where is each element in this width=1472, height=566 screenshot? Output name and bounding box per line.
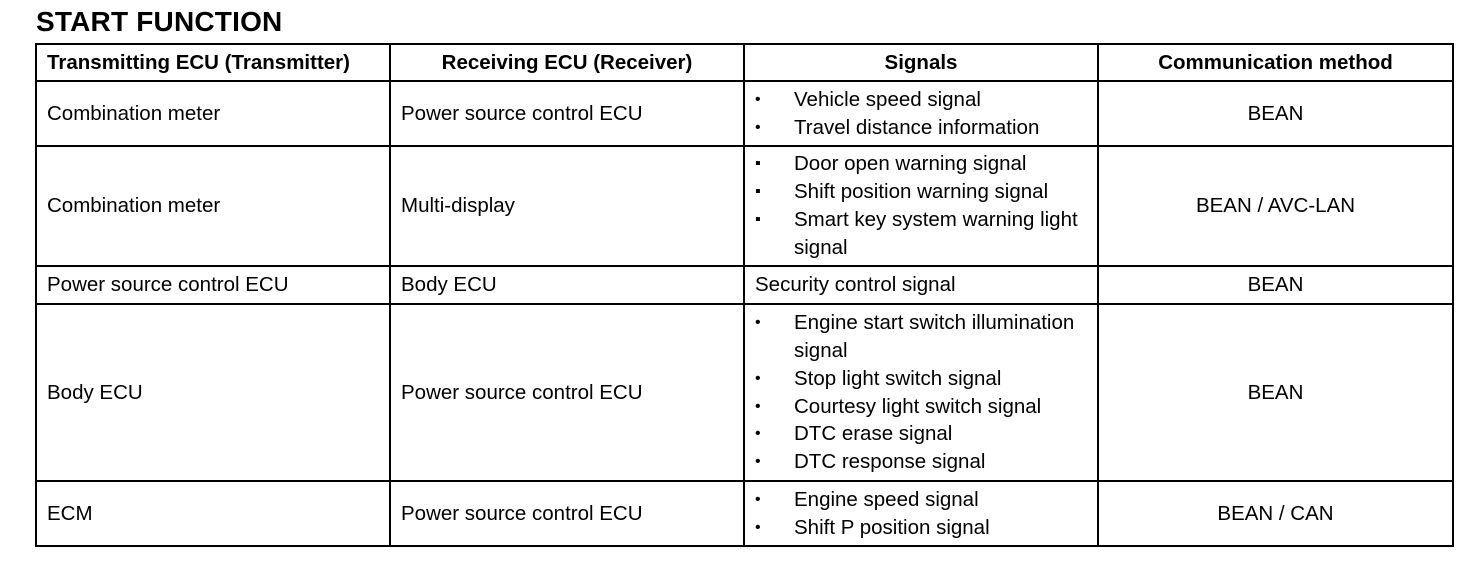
signal-item: • Engine speed signal xyxy=(755,486,1087,514)
header-transmitter: Transmitting ECU (Transmitter) xyxy=(36,44,390,81)
signal-item: • Courtesy light switch signal xyxy=(755,393,1087,421)
signal-item: ▪ Shift position warning signal xyxy=(755,178,1087,206)
bullet-icon: • xyxy=(755,118,761,136)
signal-item: • Vehicle speed signal xyxy=(755,86,1087,114)
receiver-cell: Power source control ECU xyxy=(390,481,744,546)
method-cell: BEAN xyxy=(1098,266,1453,304)
signals-cell xyxy=(744,304,1098,481)
bullet-icon: ▪ xyxy=(755,155,761,173)
bullet-icon: • xyxy=(755,314,761,332)
signal-list xyxy=(755,309,1087,476)
signal-item: • Travel distance information xyxy=(755,114,1087,142)
transmitter-cell: Power source control ECU xyxy=(36,266,390,304)
table-row xyxy=(36,146,1453,266)
header-signals: Signals xyxy=(744,44,1098,81)
header-receiver: Receiving ECU (Receiver) xyxy=(390,44,744,81)
signals-cell xyxy=(744,81,1098,146)
signals-cell: Security control signal xyxy=(744,266,1098,304)
transmitter-cell: ECM xyxy=(36,481,390,546)
header-method: Communication method xyxy=(1098,44,1453,81)
bullet-icon: • xyxy=(755,490,761,508)
receiver-cell: Power source control ECU xyxy=(390,81,744,146)
bullet-icon: • xyxy=(755,518,761,536)
signals-cell xyxy=(744,146,1098,266)
signal-item: • Shift P position signal xyxy=(755,514,1087,542)
method-cell: BEAN xyxy=(1098,304,1453,481)
method-cell: BEAN / CAN xyxy=(1098,481,1453,546)
table-row xyxy=(36,266,1453,304)
receiver-cell: Body ECU xyxy=(390,266,744,304)
transmitter-cell: Body ECU xyxy=(36,304,390,481)
table-row xyxy=(36,304,1453,481)
bullet-icon: • xyxy=(755,369,761,387)
transmitter-cell: Combination meter xyxy=(36,81,390,146)
signals-cell xyxy=(744,481,1098,546)
signal-list xyxy=(755,150,1087,261)
bullet-icon: • xyxy=(755,397,761,415)
signal-item: • DTC response signal xyxy=(755,448,1087,476)
transmitter-cell: Combination meter xyxy=(36,146,390,266)
signal-item: ▪ Door open warning signal xyxy=(755,150,1087,178)
signal-list xyxy=(755,486,1087,542)
bullet-icon: ▪ xyxy=(755,211,761,228)
bullet-icon: • xyxy=(755,425,761,443)
receiver-cell: Power source control ECU xyxy=(390,304,744,481)
page-title: START FUNCTION xyxy=(36,6,283,37)
method-cell: BEAN / AVC-LAN xyxy=(1098,146,1453,266)
receiver-cell: Multi-display xyxy=(390,146,744,266)
signal-item: ▪ Smart key system warning light signal xyxy=(755,208,1078,259)
signal-list xyxy=(755,86,1087,142)
method-cell: BEAN xyxy=(1098,81,1453,146)
signal-item: • Stop light switch signal xyxy=(755,365,1087,393)
header-row xyxy=(36,44,1453,81)
table-row xyxy=(36,81,1453,146)
bullet-icon: • xyxy=(755,453,761,471)
bullet-icon: • xyxy=(755,90,761,108)
signal-item: • Engine start switch illumination signal xyxy=(755,311,1075,362)
start-function-table xyxy=(35,43,1454,547)
table-row xyxy=(36,481,1453,546)
signal-item: • DTC erase signal xyxy=(755,420,1087,448)
bullet-icon: ▪ xyxy=(755,183,761,201)
